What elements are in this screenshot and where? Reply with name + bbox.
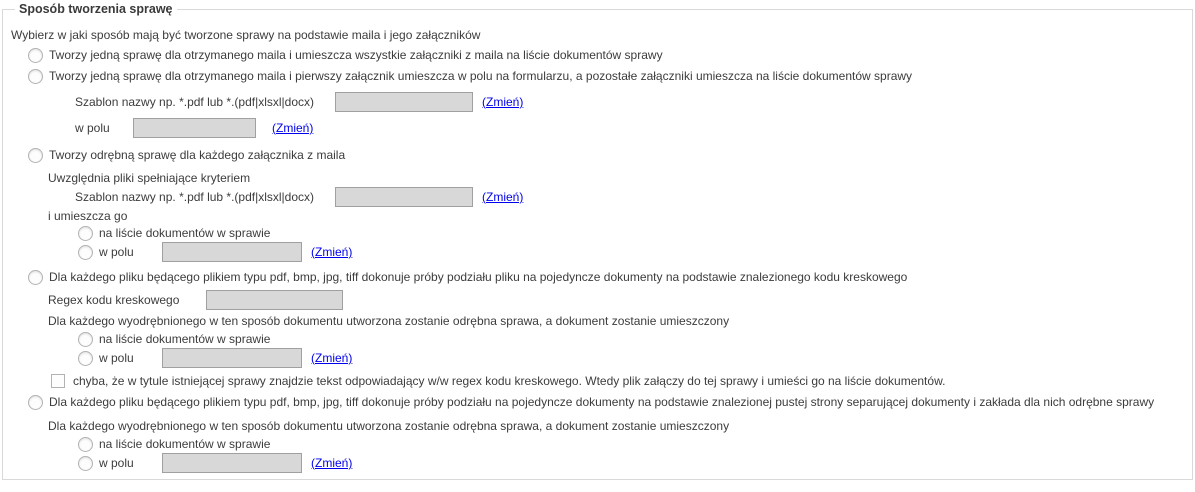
opt4-in-field-option: [9, 347, 1186, 369]
radio-opt5-doc-list[interactable]: [78, 437, 93, 452]
template-name-label: Szablon nazwy np. *.pdf lub *.(pdf|xlsxl|docx): [75, 94, 315, 109]
opt3-template-name-input[interactable]: [335, 187, 473, 207]
field-label: w polu: [99, 350, 134, 365]
option-label: Dla każdego pliku będącego plikiem typu pdf, bmp, jpg, tiff dokonuje próby podziału pliku na pojedyncze dokumenty na podstawie znalezionego kodu kreskowego: [49, 269, 908, 284]
intro-text: [9, 28, 1186, 43]
case-creation-settings-panel: [2, 2, 1193, 480]
opt4-result-text: [9, 314, 1186, 329]
opt2-template-change-link[interactable]: (Zmień): [482, 94, 524, 109]
doc-list-label: na liście dokumentów w sprawie: [99, 331, 271, 346]
option-one-case-first-attachment: [9, 68, 1186, 84]
panel-title: Sposób tworzenia sprawę: [19, 2, 173, 16]
option-label: Tworzy odrębną sprawę dla każdego załącznika z maila: [49, 147, 346, 162]
field-label: w polu: [99, 455, 134, 470]
intro-text-label: Wybierz w jaki sposób mają być tworzone sprawy na podstawie maila i jego załączników: [11, 28, 481, 42]
opt2-template-name-input[interactable]: [335, 92, 473, 112]
opt3-field-change-link[interactable]: (Zmień): [311, 244, 353, 259]
radio-opt3-in-field[interactable]: [78, 245, 93, 260]
checkbox-label: chyba, że w tytule istniejącej sprawy znajdzie tekst odpowiadający w/w regex kodu kreskowego. Wtedy plik załączy do tej sprawy i umieści go na liście dokumentów.: [73, 373, 946, 388]
barcode-regex-label: Regex kodu kreskowego: [48, 292, 180, 307]
field-label: w polu: [99, 244, 134, 259]
opt5-result-text: [9, 419, 1186, 434]
opt3-criteria-text: [9, 171, 1186, 186]
doc-list-label: na liście dokumentów w sprawie: [99, 436, 271, 451]
opt2-field-input[interactable]: [133, 118, 256, 138]
radio-empty-page-split[interactable]: [28, 395, 43, 410]
radio-opt4-doc-list[interactable]: [78, 332, 93, 347]
option-barcode-split: [9, 269, 1186, 285]
opt5-doc-list-option: [9, 436, 1186, 452]
opt2-template-row: [9, 91, 1186, 113]
opt4-existing-case-option: [9, 373, 1186, 389]
opt4-regex-row: [9, 289, 1186, 311]
option-label: Tworzy jedną sprawę dla otrzymanego maila i umieszcza wszystkie załączniki z maila na liście dokumentów sprawy: [49, 47, 663, 62]
radio-one-case-first-attachment[interactable]: [28, 69, 43, 84]
places-label: i umieszcza go: [48, 209, 128, 223]
barcode-regex-input[interactable]: [206, 290, 343, 310]
radio-barcode-split[interactable]: [28, 270, 43, 285]
opt5-field-change-link[interactable]: (Zmień): [311, 455, 353, 470]
option-label: Dla każdego pliku będącego plikiem typu pdf, bmp, jpg, tiff dokonuje próby podziału na pojedyncze dokumenty na podstawie znalezionej pustej strony separującej dokumenty i zakłada dla nich odrębne sprawy: [49, 394, 1155, 409]
radio-opt5-in-field[interactable]: [78, 456, 93, 471]
opt4-field-input[interactable]: [162, 348, 302, 368]
opt2-field-change-link[interactable]: (Zmień): [272, 120, 314, 135]
criteria-label: Uwzględnia pliki spełniające kryteriem: [48, 171, 251, 185]
radio-one-case-all-attachments[interactable]: [28, 48, 43, 63]
opt3-places-text: [9, 209, 1186, 224]
option-separate-case-per-attachment: [9, 147, 1186, 163]
radio-opt4-in-field[interactable]: [78, 351, 93, 366]
option-label: Tworzy jedną sprawę dla otrzymanego maila i pierwszy załącznik umieszcza w polu na formularzu, a pozostałe załączniki umieszcza na liście dokumentów sprawy: [49, 68, 913, 83]
opt3-in-field-option: [9, 241, 1186, 263]
checkbox-attach-to-existing-case[interactable]: [51, 374, 65, 388]
opt3-field-input[interactable]: [162, 242, 302, 262]
template-name-label: Szablon nazwy np. *.pdf lub *.(pdf|xlsxl|docx): [75, 189, 315, 204]
result-label: Dla każdego wyodrębnionego w ten sposób dokumentu utworzona zostanie odrębna sprawa, a dokument zostanie umieszczony: [48, 419, 730, 433]
opt2-field-row: [9, 117, 1186, 139]
option-one-case-all-attachments: [9, 47, 1186, 63]
opt4-doc-list-option: [9, 331, 1186, 347]
radio-separate-case-per-attachment[interactable]: [28, 148, 43, 163]
opt3-template-change-link[interactable]: (Zmień): [482, 189, 524, 204]
result-label: Dla każdego wyodrębnionego w ten sposób dokumentu utworzona zostanie odrębna sprawa, a dokument zostanie umieszczony: [48, 314, 730, 328]
opt3-template-row: [9, 186, 1186, 208]
option-empty-page-split: [9, 394, 1186, 410]
opt5-field-input[interactable]: [162, 453, 302, 473]
doc-list-label: na liście dokumentów w sprawie: [99, 225, 271, 240]
radio-opt3-doc-list[interactable]: [78, 226, 93, 241]
opt3-doc-list-option: [9, 225, 1186, 241]
opt4-field-change-link[interactable]: (Zmień): [311, 350, 353, 365]
field-label: w polu: [75, 120, 110, 135]
opt5-in-field-option: [9, 452, 1186, 474]
